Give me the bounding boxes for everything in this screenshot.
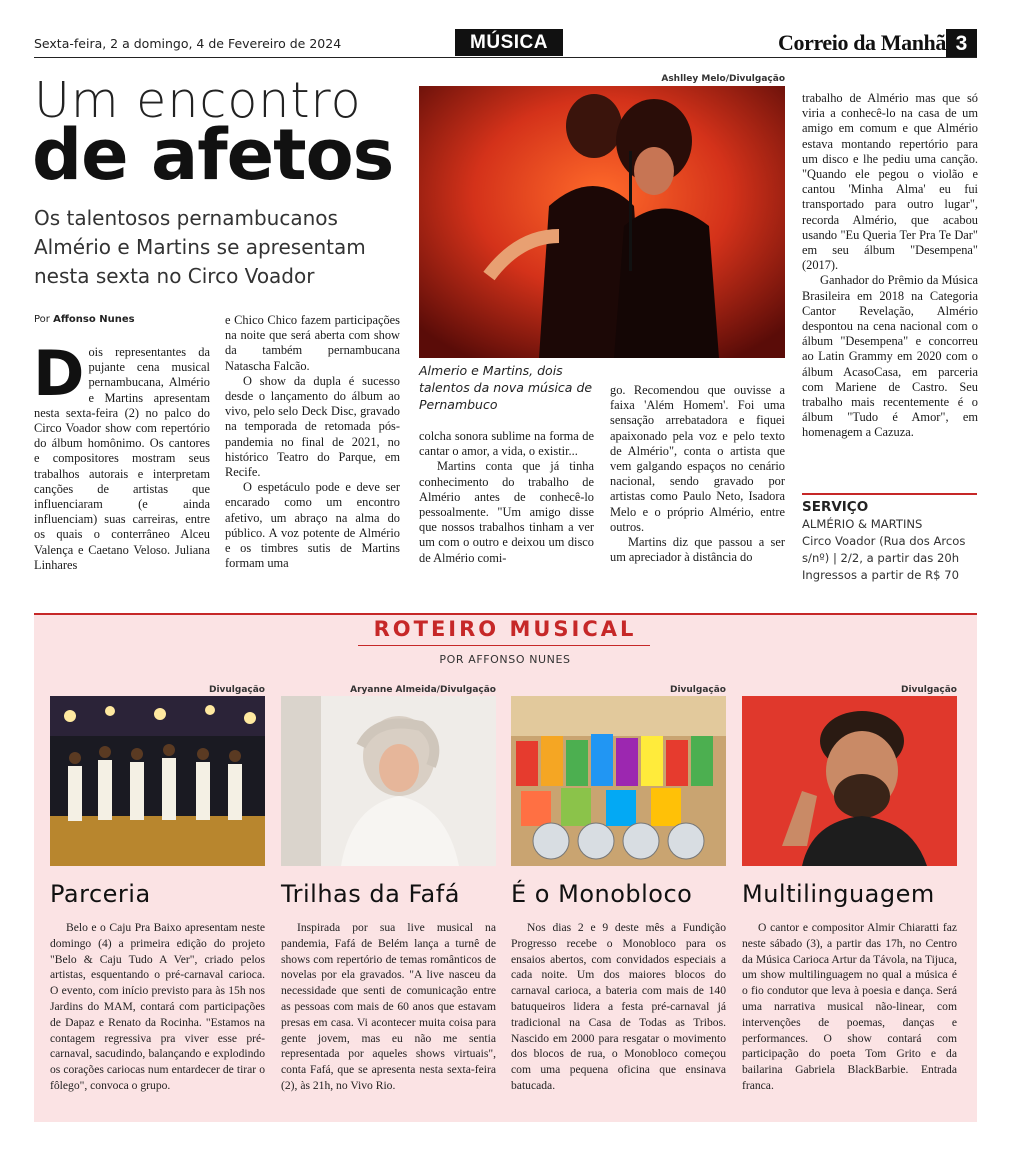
byline xyxy=(34,314,135,325)
article-column-3b xyxy=(610,383,785,565)
article-column-1 xyxy=(33,337,210,573)
byline-prefix: Por xyxy=(34,314,50,325)
roteiro-title: ROTEIRO MUSICAL xyxy=(373,617,637,641)
service-title: SERVIÇO xyxy=(802,499,869,515)
article-paragraph: O show da dupla é sucesso desde o lançamento do álbum ao vivo, pelo selo Deck Disc, gravado na temporada de retomada pós-pandemia no final de 2021, no histórico Teatro do Parque, em Recife. xyxy=(225,373,400,480)
service-details: Circo Voador (Rua dos Arcos s/nº) | 2/2, a partir das 20h xyxy=(802,534,966,565)
article-paragraph: colcha sonora sublime na forma de cantar o amor, a vida, o existir... xyxy=(419,429,594,459)
photo-credit: Divulgação xyxy=(900,685,957,695)
monobloco-photo xyxy=(511,696,726,866)
roteiro-heading: Multilinguagem xyxy=(742,880,935,908)
issue-date: Sexta-feira, 2 a domingo, 4 de Fevereiro de 2024 xyxy=(34,36,342,51)
singers-image xyxy=(419,86,785,358)
drop-cap: D xyxy=(33,337,85,410)
service-info xyxy=(802,516,980,584)
photo-credit: Aryanne Almeida/Divulgação xyxy=(350,685,496,695)
roteiro-heading: Parceria xyxy=(50,880,151,908)
page-number: 3 xyxy=(946,29,977,58)
byline-author: Affonso Nunes xyxy=(53,314,135,325)
header-rule xyxy=(34,57,977,58)
stage-band-image xyxy=(50,696,265,866)
roteiro-heading: Trilhas da Fafá xyxy=(281,880,460,908)
photo-credit: Ashlley Melo/Divulgação xyxy=(661,74,785,84)
drummers-group-image xyxy=(511,696,726,866)
roteiro-text xyxy=(511,920,726,1094)
roteiro-text xyxy=(281,920,496,1094)
photo-credit: Divulgação xyxy=(669,685,726,695)
headline-line1: Um encontro xyxy=(34,72,362,129)
concert-photo xyxy=(419,86,785,358)
multilinguagem-photo xyxy=(742,696,957,866)
performer-portrait-image xyxy=(742,696,957,866)
service-event-name: ALMÉRIO & MARTINS xyxy=(802,517,923,531)
headline-line2: de afetos xyxy=(32,114,394,196)
photo-credit: Divulgação xyxy=(208,685,265,695)
service-rule xyxy=(802,493,977,495)
photo-caption: Almerio e Martins, dois talentos da nova música de Pernambuco xyxy=(419,363,593,412)
article-paragraph: go. Recomendou que ouvisse a faixa 'Além Homem'. Foi uma sensação arrebatadora e fiquei apaixonado pela voz e pelo texto de Almério", conta o artista que vem galgando espaços no cenário nacional, sendo gravado por artistas como Paulo Neto, Isadora Melo e o próprio Almério, entre outros. xyxy=(610,383,785,534)
newspaper-logo: Correio da Manhã xyxy=(778,30,946,55)
roteiro-heading: É o Monobloco xyxy=(511,880,693,908)
article-column-4 xyxy=(802,91,978,441)
roteiro-text xyxy=(742,920,957,1094)
fafa-photo xyxy=(281,696,496,866)
roteiro-title-rule xyxy=(358,645,650,646)
roteiro-paragraph: Inspirada por sua live musical na pandemia, Fafá de Belém lança a turnê de shows com repertório de temas românticos de novelas por ela gravados. "A live nasceu da necessidade que senti de comunicação entre as pessoas com mais de 60 anos que estavam presas em casa. Vi acontecer muita coisa para gente jovem, mas eu não me sentia representada por aqueles shows virtuais", conta Fafá, que se apresenta nesta sexta-feira (2), às 21h, no Vivo Rio. xyxy=(281,921,496,1092)
article-paragraph: O espetáculo pode e deve ser encarado como um encontro afetivo, um abraço na alma do público. A voz potente de Almério e os timbres sutis de Martins formam uma xyxy=(225,480,400,571)
roteiro-text xyxy=(50,920,265,1094)
roteiro-paragraph: O cantor e compositor Almir Chiaratti faz neste sábado (3), a partir das 17h, no Centro da Música Carioca Artur da Távola, na Tijuca, um show multilinguagem no qual a música é o fio condutor que leva à poesia e dança. Será uma narrativa musical não-linear, com intervenções de poemas, danças e performances. O show contará com participação do poeta Tom Grito e da bailarina Gabriela BlackBarbie. Entrada franca. xyxy=(742,921,957,1092)
article-column-3a xyxy=(419,429,594,566)
article-paragraph: Ganhador do Prêmio da Música Brasileira em 2018 na Categoria Cantor Revelação, Almério despontou na cena nacional com o álbum "Desempena" e concorreu ao Latin Grammy em 2020 com o álbum AcasoCasa, em parceria com Mariene de Castro. Seu trabalho mais recentemente é o álbum "Tudo é Amor", em homenagem a Cazuza. xyxy=(802,273,978,440)
roteiro-byline: POR AFFONSO NUNES xyxy=(439,653,571,666)
subheadline: Os talentosos pernambucanos Almério e Martins se apresentam nesta sexta no Circo Voador xyxy=(34,206,366,288)
section-label: MÚSICA xyxy=(455,29,563,56)
article-paragraph: e Chico Chico fazem participações na noite que será aberta com show da também pernambucana Natascha Falcão. xyxy=(225,313,400,373)
article-paragraph: Martins diz que passou a ser um apreciador à distância do xyxy=(610,535,785,565)
article-paragraph: Martins conta que já tinha conhecimento do trabalho de Almério antes de conhecê-lo pessoalmente. "Um amigo disse que nossos trabalhos tinham a ver um com o outro e deixou um disco de Almério comi- xyxy=(419,459,594,565)
article-paragraph: ois representantes da pujante cena musical pernambucana, Almério e Martins apresentam nesta sexta-feira (2) no palco do Circo Voador show com repertório do álbum homônimo. Os cantores e compositores mostram seus trabalhos autorais e interpretam canções de artistas que influenciaram (e ainda influenciam) suas carreiras, entre os quais o conterrâneo Alceu Valença e Caetano Veloso. Juliana Linhares xyxy=(34,345,210,572)
article-column-2 xyxy=(225,313,400,571)
roteiro-paragraph: Belo e o Caju Pra Baixo apresentam neste domingo (4) a primeira edição do projeto "Belo & Caju Tudo A Ver", criado pelos artistas, esquentando o pré-carnaval carioca. O evento, com início previsto para às 15h nos Jardins do MAM, contará com participações de Dapaz e Renato da Rocinha. "Estamos na contagem regressiva pra viver esse pré-carnaval, sacudindo, balançando e explodindo os corações cariocas num entardecer de tirar o fôlego", convoca o grupo. xyxy=(50,921,265,1092)
singer-portrait-image xyxy=(281,696,496,866)
parceria-photo xyxy=(50,696,265,866)
article-paragraph: trabalho de Almério mas que só viria a conhecê-lo na casa de um amigo em comum e que Almério estava montando repertório para um disco e lhe pediu uma canção. "Quando ele pegou o violão e cantou 'Minha Alma' eu fui transportado para outro lugar", recorda Almério, que acabou usando "Eu Queria Ter Pra Te Dar" em seu álbum "Desempena" (2017). xyxy=(802,91,978,273)
roteiro-paragraph: Nos dias 2 e 9 deste mês a Fundição Progresso recebe o Monobloco para os ensaios abertos, com convidados especiais a cada noite. Um dos maiores blocos do carnaval carioca, a bateria com mais de 140 batuqueiros lidera a festa pré-carnaval já tradicional na Casa de Todas as Tribos. Nascido em 2000 para resgatar o movimento dos blocos de rua, o Monobloco começou com uma pequena oficina que ensinava batucada. xyxy=(511,921,726,1092)
service-price: Ingressos a partir de R$ 70 xyxy=(802,568,959,582)
